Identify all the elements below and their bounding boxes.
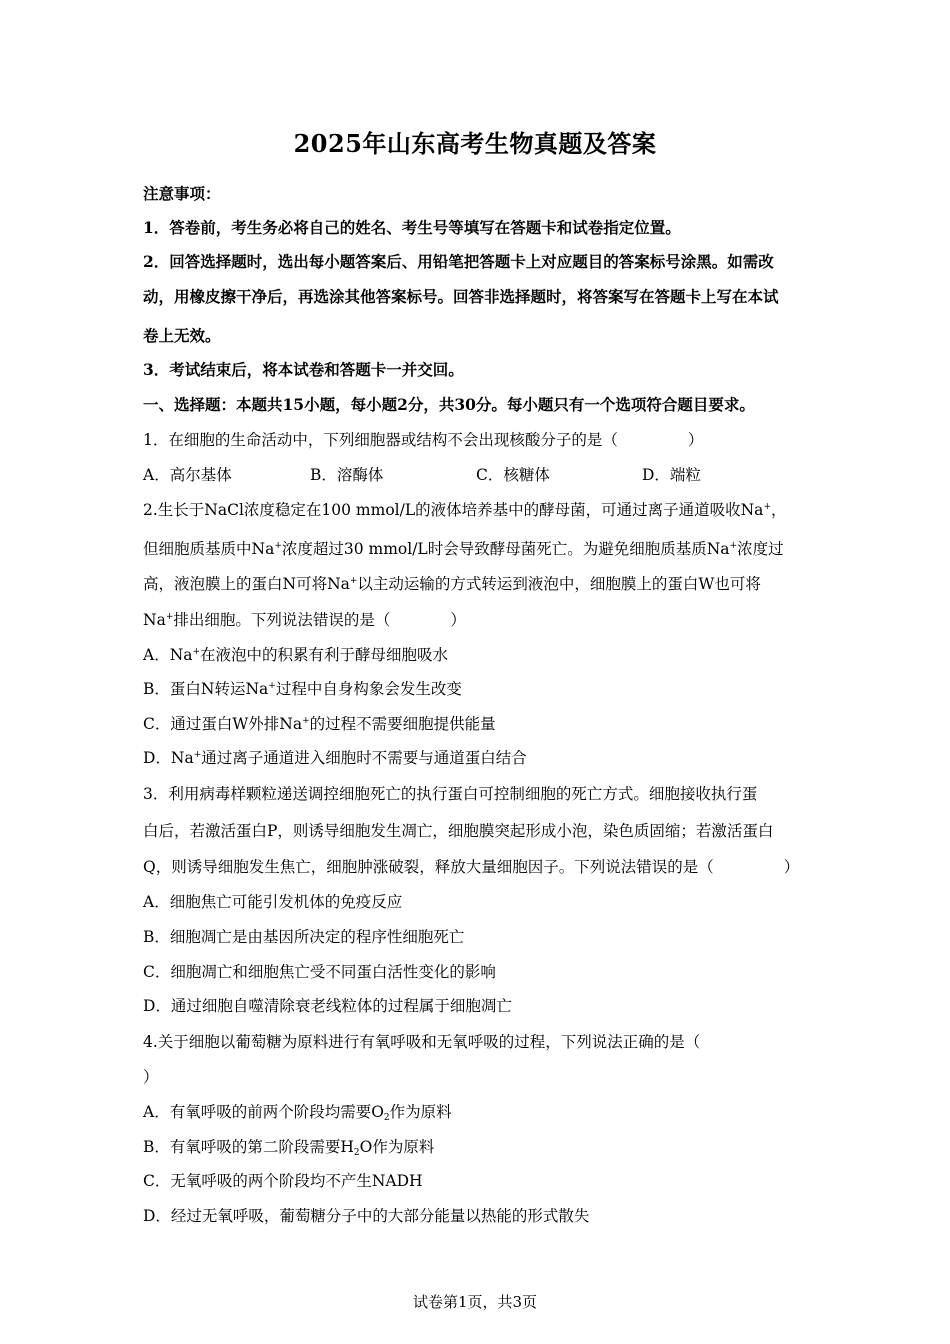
page-title: 2025年山东高考生物真题及答案 [293,129,657,158]
q4-option-d: D．经过无氧呼吸，葡萄糖分子中的大部分能量以热能的形式散失 [143,1207,590,1225]
q1-option-b: B．溶酶体 [310,466,384,484]
q1-stem: 1．在细胞的生命活动中，下列细胞器或结构不会出现核酸分子的是（ ） [143,431,704,449]
q2-stem-line-4: Na+排出细胞。下列说法错误的是（ ） [143,611,466,629]
q3-stem-line-2: 白后，若激活蛋白P，则诱导细胞发生凋亡，细胞膜突起形成小泡，染色质固缩；若激活蛋白 [143,822,774,840]
q4-stem-line-2: ） [143,1068,159,1086]
q2-option-b: B．蛋白N转运Na+过程中自身构象会发生改变 [143,680,462,698]
notice-item-2-line-1: 2．回答选择题时，选出每小题答案后、用铅笔把答题卡上对应题目的答案标号涂黑。如需改 [143,252,774,271]
notice-item-2-line-2: 动，用橡皮擦干净后，再选涂其他答案标号。回答非选择题时，将答案写在答题卡上写在本试 [143,287,779,306]
q3-option-b: B．细胞凋亡是由基因所决定的程序性细胞死亡 [143,928,465,946]
q3-option-a: A．细胞焦亡可能引发机体的免疫反应 [143,893,403,911]
q4-option-c: C．无氧呼吸的两个阶段均不产生NADH [143,1172,423,1190]
section-1-heading: 一、选择题：本题共15小题，每小题2分，共30分。每小题只有一个选项符合题目要求。 [143,395,755,414]
q2-option-c: C．通过蛋白W外排Na+的过程不需要细胞提供能量 [143,715,496,733]
q1-option-d: D．端粒 [642,466,701,484]
q3-option-c: C．细胞凋亡和细胞焦亡受不同蛋白活性变化的影响 [143,963,496,981]
q3-stem-line-1: 3．利用病毒样颗粒递送调控细胞死亡的执行蛋白可控制细胞的死亡方式。细胞接收执行蛋 [143,785,758,803]
q2-option-d: D．Na+通过离子通道进入细胞时不需要与通道蛋白结合 [143,749,527,767]
q4-option-b: B．有氧呼吸的第二阶段需要$H_2O$作为原料 [143,1138,435,1158]
q2-option-a: A．Na+在液泡中的积累有利于酵母细胞吸水 [143,646,449,664]
q1-option-a: A．高尔基体 [143,466,232,484]
notice-heading: 注意事项： [143,184,221,203]
notice-item-3: 3．考试结束后，将本试卷和答题卡一并交回。 [143,360,464,379]
q2-stem-line-2: 但细胞质基质中Na+浓度超过30 mmol/L时会导致酵母菌死亡。为避免细胞质基质Na+浓度过 [143,540,784,558]
notice-item-2-line-3: 卷上无效。 [143,326,221,345]
q3-stem-line-3: Q，则诱导细胞发生焦亡，细胞肿涨破裂，释放大量细胞因子。下列说法错误的是（ ） [143,858,800,876]
q2-stem-line-3: 高，液泡膜上的蛋白N可将Na+以主动运输的方式转运到液泡中，细胞膜上的蛋白W也可将 [143,575,761,593]
q4-stem-line-1: 4.关于细胞以葡萄糖为原料进行有氧呼吸和无氧呼吸的过程，下列说法正确的是（ [143,1033,701,1051]
notice-item-1: 1．答卷前，考生务必将自己的姓名、考生号等填写在答题卡和试卷指定位置。 [143,218,681,237]
q1-option-c: C．核糖体 [476,466,550,484]
q3-option-d: D．通过细胞自噬清除衰老线粒体的过程属于细胞凋亡 [143,997,512,1015]
q4-option-a: A．有氧呼吸的前两个阶段均需要$O_2$作为原料 [143,1103,452,1123]
page-footer: 试卷第1页，共3页 [412,1293,538,1311]
q2-stem-line-1: 2.生长于NaCl浓度稳定在100 mmol/L的液体培养基中的酵母菌，可通过离子通道吸收Na+， [143,501,787,519]
